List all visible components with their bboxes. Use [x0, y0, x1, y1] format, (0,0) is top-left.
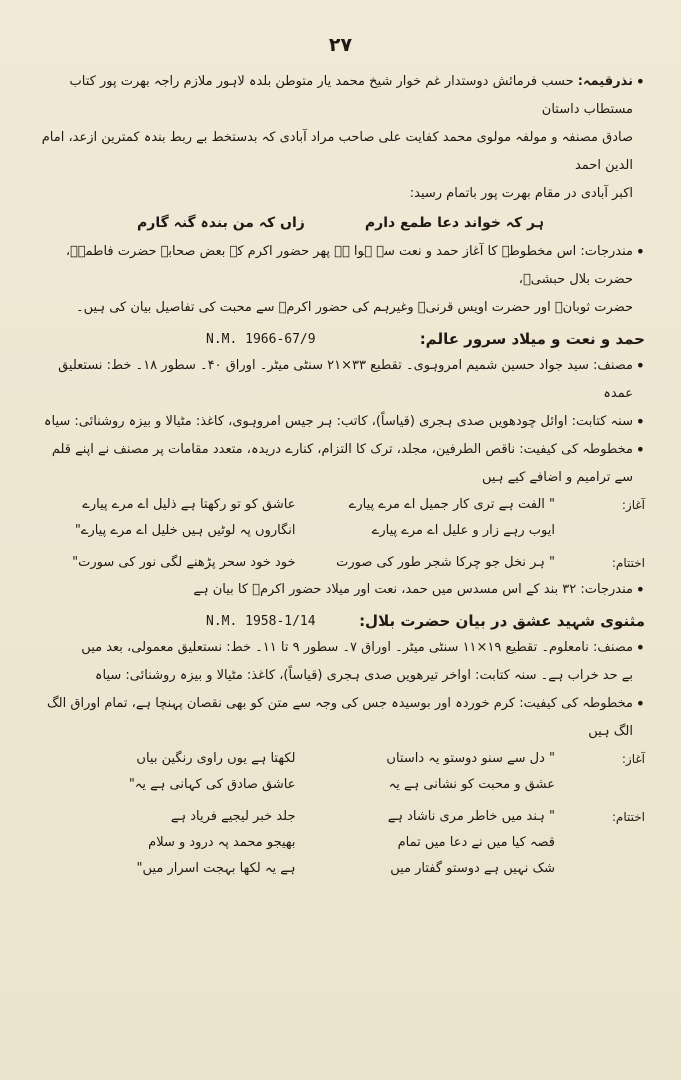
colophon-line-3: اکبر آبادی در مقام بھرت پور باتمام رسید: [409, 186, 633, 201]
colophon-line-1: حسب فرمائش دوستدار غم خوار شیخ محمد یار متوطن بلدہ لاہور ملازم راجہ بھرت پور کتاب مستطاب داستان [69, 74, 633, 117]
section-2-start-verses [36, 746, 645, 798]
section-1-contents-text: ۳۲ بند کے اس مسدس میں حمد، نعت اور میلاد حضور اکرمؐ کا بیان ہے [193, 582, 577, 597]
start-label: آغاز: [621, 752, 645, 766]
section-2-title: مثنوی شہید عشق در بیان حضرت بلال: [359, 612, 645, 630]
contents-line-1: اس مخطوطہ کا آغاز حمد و نعت سے ہوا ہے پھر حضور اکرم کے بعض صحابہ حضرت فاطمہؓ، حضرت بلال حبشیؓ، [65, 244, 633, 287]
bullet-icon: • [635, 356, 645, 375]
section-1-author-text: مصنف: سید جواد حسین شمیم امروہوی۔ تقطیع ۳۳×۲۱ سنٹی میٹر۔ اوراق ۴۰۔ سطور ۱۸۔ خط: نستعلیق عمدہ [58, 358, 633, 401]
end-label: اختتام: [611, 810, 645, 824]
couplet [36, 208, 645, 238]
section-2-author-line-2: بے حد خراب ہے۔ سنہ کتابت: اواخر تیرھویں صدی ہجری (قیاساً)، کاغذ: مٹیالا و بیزہ روشنائی: سیاہ [94, 668, 633, 683]
bullet-icon: • [635, 580, 645, 599]
verse-line: ایوب رہے زار و علیل اے مرے پیارے [371, 523, 555, 538]
verse-line: شک نہیں ہے دوستو گفتار میں [390, 861, 555, 876]
verse-line: لکھتا ہے یوں راوی رنگین بیاں [136, 751, 296, 766]
contents-paragraph-1 [36, 238, 645, 294]
colophon-line-2: صادق مصنفہ و مولفہ مولوی محمد کفایت علی صاحب مراد آبادی کہ بدستخط بے ربط بندہ کمترین ازعد، امام الدین احمد [41, 130, 633, 173]
section-1-contents-label: مندرجات: [580, 582, 633, 597]
section-2-catalog-number: N.M. 1958-1/14 [206, 613, 316, 629]
section-1-date-text: سنہ کتابت: اوائل چودھویں صدی ہجری (قیاساً)، کاتب: ہر جیس امروہوی، کاغذ: مٹیالا و بیزہ روشنائی: سیاہ [43, 414, 633, 429]
verse-line: عاشق کو تو رکھتا ہے ذلیل اے مرے پیارے [82, 497, 296, 512]
couplet-misra-1: ہر کہ خواند دعا طمع دارم [364, 215, 544, 231]
verse-line: ہے یہ لکھا بہجت اسرار میں" [136, 861, 296, 876]
section-2-author-text: مصنف: نامعلوم۔ تقطیع ۱۹×۱۱ سنٹی میٹر۔ اوراق ۷۔ سطور ۹ تا ۱۱۔ خط: نستعلیق معمولی، بعد میں [81, 640, 633, 655]
bullet-icon: • [635, 412, 645, 431]
section-1-end-verses [36, 550, 645, 576]
section-1-author [36, 352, 645, 408]
section-2-condition [36, 690, 645, 746]
verse-line: انگاروں پہ لوٹیں ہیں خلیل اے مرے پیارے" [74, 523, 296, 538]
bullet-icon: • [635, 638, 645, 657]
section-1-condition-text: مخطوطہ کی کیفیت: ناقص الطرفین، مجلد، ترک کا التزام، کنارے دریدہ، متعدد مقامات پر مصنف نے اپنے قلم سے ترامیم و اضافے کیے ہیں [51, 442, 633, 485]
section-1-header [36, 330, 645, 348]
verse-line: " دل سے سنو دوستو یہ داستاں [386, 751, 555, 766]
verse-line: جلد خبر لیجیے فریاد ہے [170, 809, 296, 824]
bullet-icon: • [635, 440, 645, 459]
verse-line: " ہر نخل جو چرکا شجر طور کی صورت [336, 555, 555, 570]
section-1-start-verses [36, 492, 645, 544]
section-2-end-verses [36, 804, 645, 882]
section-2-condition-text: مخطوطہ کی کیفیت: کرم خوردہ اور بوسیدہ جس کی وجہ سے متن کو بھی نقصان پہنچا ہے، تمام اوراق الگ الگ ہیں [47, 696, 633, 739]
contents-line-2: حضرت ثوبانؓ اور حضرت اویس قرنیؓ وغیرہم کی حضور اکرمؐ سے محبت کی تفاصیل بیان کی ہیں۔ [76, 300, 633, 315]
verse-line: قصہ کیا میں نے دعا میں تمام [397, 835, 555, 850]
section-1-condition [36, 436, 645, 492]
section-1-contents [36, 576, 645, 604]
end-label: اختتام: [611, 556, 645, 570]
section-1-catalog-number: N.M. 1966-67/9 [206, 331, 316, 347]
section-2-author [36, 634, 645, 662]
contents-label: مندرجات: [580, 244, 633, 259]
verse-line: " الفت ہے تری کار جمیل اے مرے پیارے [348, 497, 555, 512]
verse-line: بھیجو محمد پہ درود و سلام [148, 835, 296, 850]
section-1-date [36, 408, 645, 436]
verse-line: خود خود سحر پڑھنے لگی نور کی سورت" [72, 555, 296, 570]
verse-line: عاشق صادق کی کہانی ہے یہ" [128, 777, 296, 792]
bullet-icon: • [635, 72, 645, 91]
bullet-icon: • [635, 694, 645, 713]
section-2-header [36, 612, 645, 630]
bullet-icon: • [635, 242, 645, 261]
section-1-title: حمد و نعت و میلاد سرور عالم: [419, 330, 645, 348]
couplet-misra-2: زاں کہ من بندہ گنہ گارم [137, 215, 305, 231]
verse-line: عشق و محبت کو نشانی ہے یہ [388, 777, 555, 792]
paragraph-colophon [36, 68, 645, 124]
verse-line: " ہند میں خاطر مری ناشاد ہے [387, 809, 555, 824]
start-label: آغاز: [621, 498, 645, 512]
page-number: ۲۷ [328, 34, 353, 56]
colophon-label: نذرقیمہ: [577, 74, 633, 89]
